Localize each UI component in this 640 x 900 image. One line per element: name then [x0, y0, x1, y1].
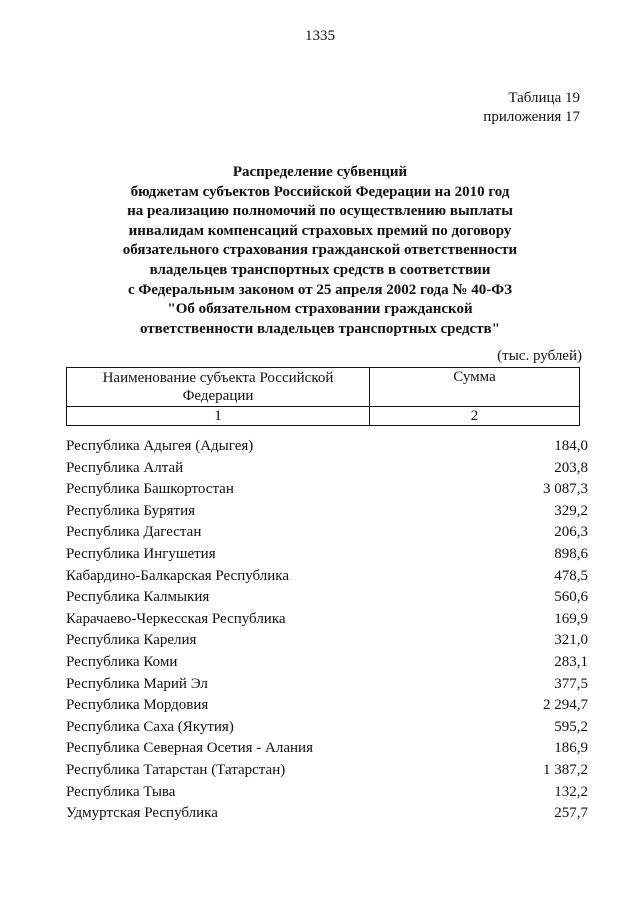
- region-name: Республика Калмыкия: [66, 589, 210, 606]
- region-value: 186,9: [554, 740, 588, 757]
- table-row: [66, 695, 588, 717]
- region-name: Республика Ингушетия: [66, 545, 216, 562]
- table-row: [66, 760, 588, 782]
- title-line: инвалидам компенсаций страховых премий по договору: [128, 222, 512, 239]
- region-name: Республика Саха (Якутия): [66, 718, 234, 735]
- region-name: Республика Мордовия: [66, 697, 209, 714]
- title-line: на реализацию полномочий по осуществлению выплаты: [127, 203, 513, 220]
- region-name: Республика Бурятия: [66, 502, 196, 519]
- table-body: [66, 436, 588, 825]
- table-row: [66, 782, 588, 804]
- region-name: Республика Северная Осетия - Алания: [66, 740, 313, 757]
- table-row: [66, 652, 588, 674]
- region-value: 206,3: [554, 524, 588, 541]
- region-value: 184,0: [554, 438, 588, 454]
- units-label: (тыс. рублей): [497, 348, 582, 364]
- region-name: Республика Адыгея (Адыгея): [66, 438, 254, 454]
- region-name: Республика Коми: [66, 653, 178, 670]
- table-row: [66, 803, 588, 825]
- page-number: 1335: [305, 28, 335, 44]
- region-name: Республика Карелия: [66, 632, 197, 649]
- table-header: [66, 367, 580, 426]
- region-value: 478,5: [554, 567, 588, 584]
- column-header-name-line: Федерации: [182, 388, 254, 404]
- table-reference: [483, 89, 580, 127]
- table-row: [66, 738, 588, 760]
- region-value: 329,2: [554, 502, 588, 519]
- region-value: 2 294,7: [543, 697, 588, 714]
- column-header-sum: Сумма: [370, 368, 580, 407]
- region-name: Кабардино-Балкарская Республика: [66, 567, 290, 584]
- table-row: [66, 501, 588, 523]
- region-name: Карачаево-Черкесская Республика: [66, 610, 286, 627]
- region-value: 321,0: [554, 632, 588, 649]
- region-value: 203,8: [554, 459, 588, 476]
- region-name: Удмуртская Республика: [66, 805, 218, 822]
- title-line: бюджетам субъектов Российской Федерации на 2010 год: [130, 183, 510, 200]
- title-line: ответственности владельцев транспортных средств": [140, 320, 500, 337]
- region-value: 898,6: [554, 545, 588, 562]
- table-row: [66, 674, 588, 696]
- table-row: [66, 479, 588, 501]
- title-line: Распределение субвенций: [232, 164, 408, 180]
- table-row: [66, 436, 588, 458]
- region-name: Республика Башкортостан: [66, 481, 234, 498]
- region-name: Республика Марий Эл: [66, 675, 208, 692]
- title-line: с Федеральным законом от 25 апреля 2002 года № 40-ФЗ: [127, 281, 513, 298]
- region-name: Республика Дагестан: [66, 524, 202, 541]
- title-line: "Об обязательном страховании гражданской: [167, 301, 473, 318]
- table-row: [66, 717, 588, 739]
- table-row: [66, 609, 588, 631]
- region-value: 169,9: [554, 610, 588, 627]
- region-value: 132,2: [554, 783, 588, 800]
- column-number-1: 1: [67, 407, 370, 426]
- column-number-2: 2: [370, 407, 580, 426]
- document-title: [60, 163, 580, 339]
- table-reference-line: Таблица 19: [508, 90, 580, 106]
- table-row: [66, 630, 588, 652]
- column-header-name: [67, 368, 370, 407]
- region-value: 3 087,3: [543, 481, 588, 498]
- table-row: [66, 458, 588, 480]
- title-line: обязательного страхования гражданской ответственности: [122, 242, 518, 259]
- region-value: 283,1: [554, 653, 588, 670]
- region-name: Республика Татарстан (Татарстан): [66, 761, 286, 778]
- table-reference-line: приложения 17: [483, 109, 580, 125]
- region-name: Республика Тыва: [66, 783, 176, 800]
- region-value: 377,5: [554, 675, 588, 692]
- table-row: [66, 566, 588, 588]
- table-row: [66, 522, 588, 544]
- column-header-name-line: Наименование субъекта Российской: [102, 370, 334, 386]
- region-name: Республика Алтай: [66, 459, 184, 476]
- table-row: [66, 544, 588, 566]
- region-value: 1 387,2: [543, 761, 588, 778]
- region-value: 560,6: [554, 589, 588, 606]
- table-row: [66, 587, 588, 609]
- region-value: 595,2: [554, 718, 588, 735]
- title-line: владельцев транспортных средств в соответствии: [149, 261, 491, 278]
- region-value: 257,7: [554, 805, 588, 822]
